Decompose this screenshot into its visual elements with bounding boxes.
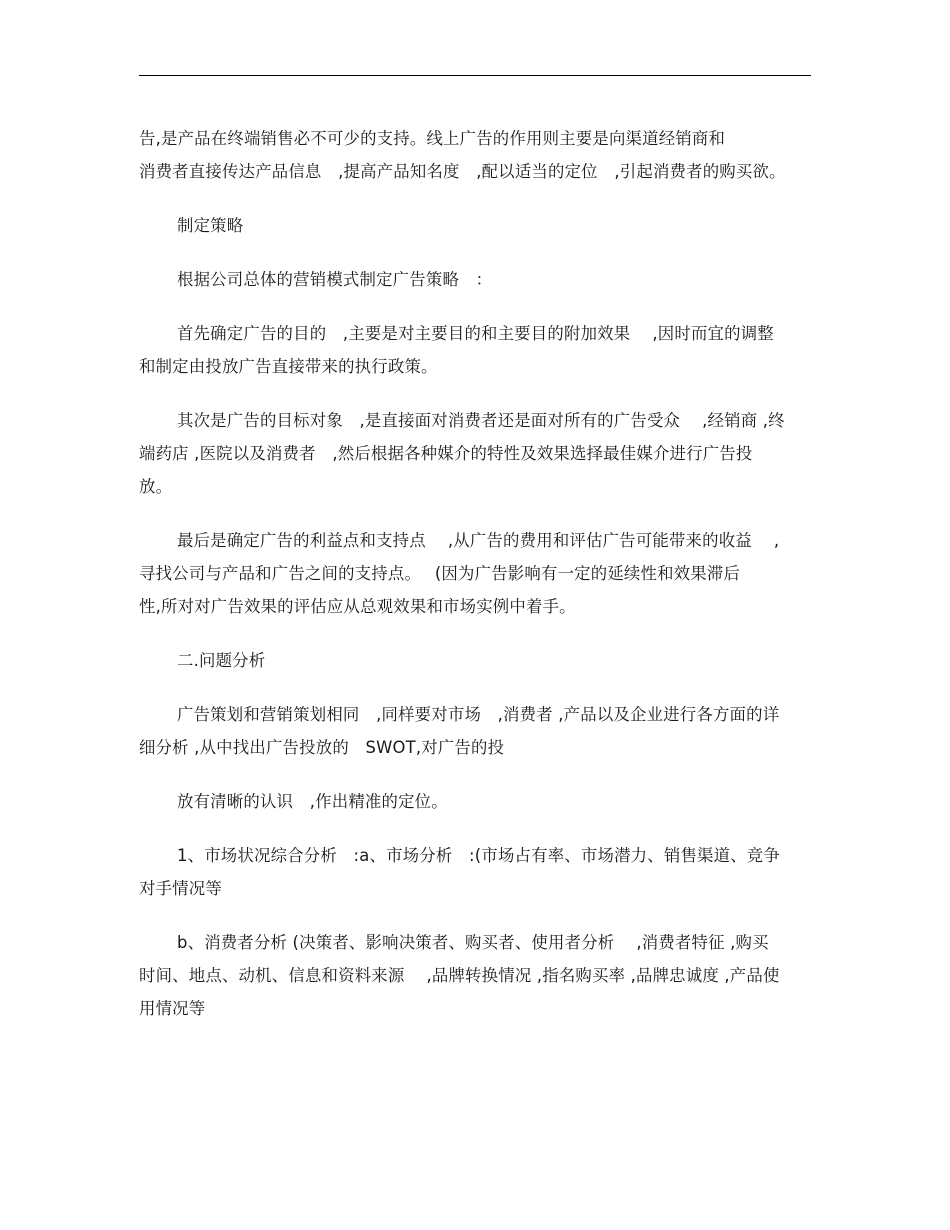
text-line: 二.问题分析 [177,651,266,670]
text-line: 对手情况等 [139,879,222,898]
paragraph-last-benefit [139,524,811,623]
document-body [139,122,811,1046]
paragraph-positioning [139,785,811,818]
text-line: 告,是产品在终端销售必不可少的支持。线上广告的作用则主要是向渠道经销商和 [139,129,726,148]
header-rule [139,75,811,76]
heading-problem-analysis [139,644,811,677]
paragraph-first-goal [139,317,811,383]
text-line: 细分析 ,从中找出广告投放的 SWOT,对广告的投 [139,738,505,757]
text-line: 根据公司总体的营销模式制定广告策略 ： [177,270,493,289]
paragraph-ad-purpose [139,122,811,188]
text-line: 端药店 ,医院以及消费者 ,然后根据各种媒介的特性及效果选择最佳媒介进行广告投 [139,444,753,463]
paragraph-second-target [139,404,811,503]
text-line: 首先确定广告的目的 ,主要是对主要目的和主要目的附加效果 ,因时而宜的调整 [177,324,774,343]
text-line: 放。 [139,477,173,496]
paragraph-market-analysis [139,839,811,905]
text-line: 用情况等 [139,999,206,1018]
text-line: 放有清晰的认识 ,作出精准的定位。 [177,792,448,811]
paragraph-ad-planning [139,698,811,764]
text-line: 时间、地点、动机、信息和资料来源 ,品牌转换情况 ,指名购买率 ,品牌忠诚度 ,产品使 [139,966,780,985]
text-line: 广告策划和营销策划相同 ,同样要对市场 ,消费者 ,产品以及企业进行各方面的详 [177,705,780,724]
text-line: b、消费者分析 (决策者、影响决策者、购买者、使用者分析 ,消费者特征 ,购买 [177,933,769,952]
text-line: 消费者直接传达产品信息 ,提高产品知名度 ,配以适当的定位 ,引起消费者的购买欲。 [139,162,786,181]
text-line: 1、市场状况综合分析 :a、市场分析 :(市场占有率、市场潜力、销售渠道、竞争 [177,846,780,865]
text-line: 性,所对对广告效果的评估应从总观效果和市场实例中着手。 [139,597,576,616]
text-line: 制定策略 [177,216,244,235]
text-line: 和制定由投放广告直接带来的执行政策。 [139,357,438,376]
paragraph-strategy-intro [139,263,811,296]
text-line: 其次是广告的目标对象 ,是直接面对消费者还是面对所有的广告受众 ,经销商 ,终 [177,411,785,430]
heading-strategy [139,209,811,242]
text-line: 最后是确定广告的利益点和支持点 ,从广告的费用和评估广告可能带来的收益 , [177,531,780,550]
paragraph-consumer-analysis [139,926,811,1025]
text-line: 寻找公司与产品和广告之间的支持点。 (因为广告影响有一定的延续性和效果滞后 [139,564,741,583]
